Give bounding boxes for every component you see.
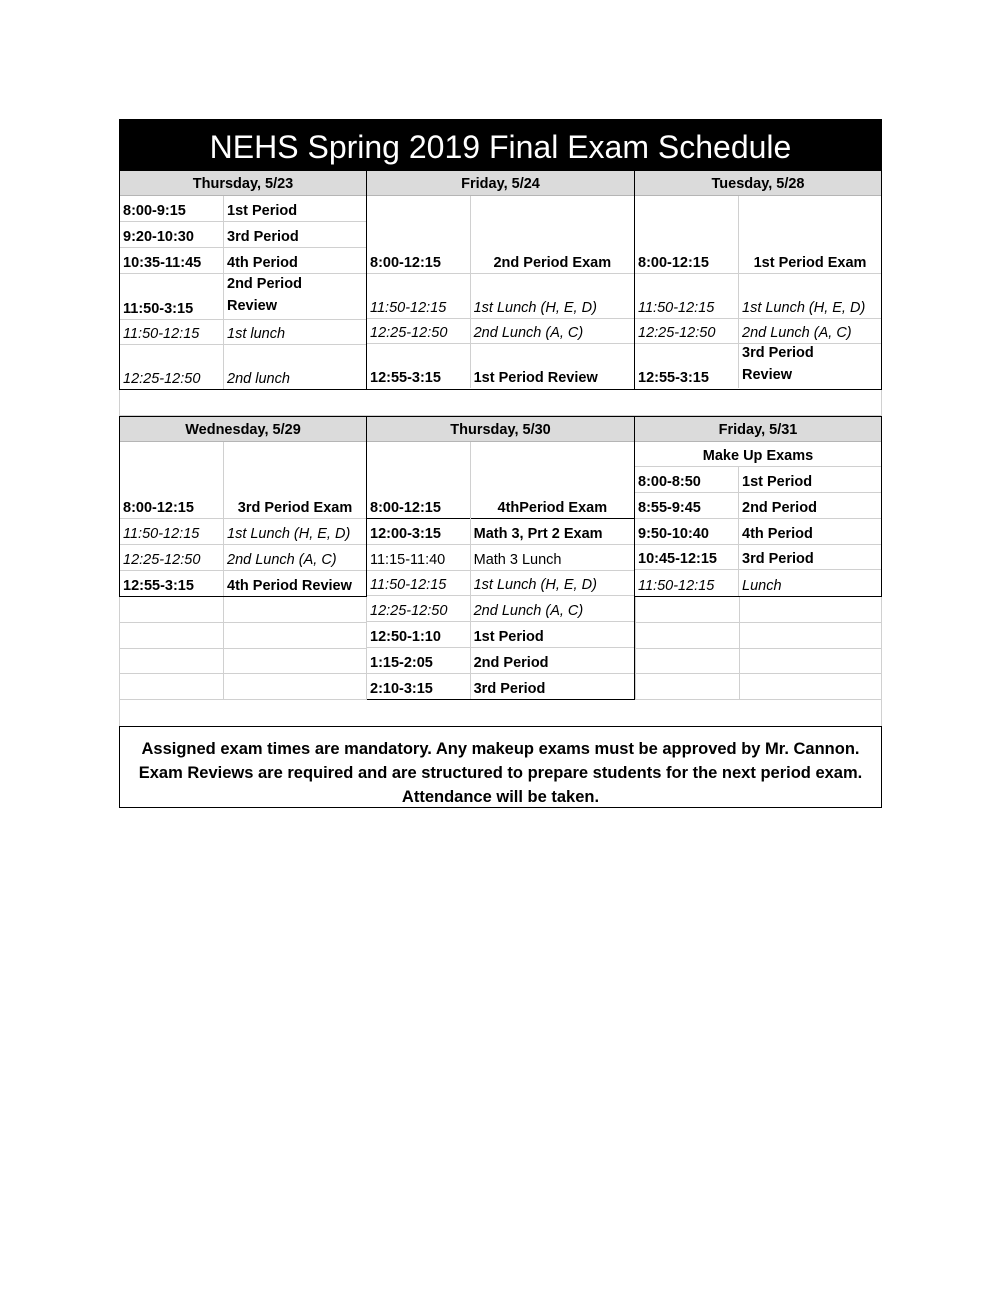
- day-friday-5-24: [367, 171, 635, 390]
- schedule-row: [635, 570, 881, 596]
- makeup-subheader: Make Up Exams: [702, 448, 814, 464]
- schedule-row: [120, 196, 366, 222]
- row-label: 1st Lunch (H, E, D): [742, 300, 866, 316]
- row-time: 11:50-12:15: [638, 300, 715, 316]
- row-label: Lunch: [742, 578, 782, 594]
- schedule-row: [120, 222, 366, 248]
- row-time: 11:50-12:15: [123, 326, 200, 342]
- day-header: Tuesday, 5/28: [635, 171, 881, 196]
- row-time: 12:00-3:15: [370, 526, 441, 542]
- exam-schedule-sheet: [119, 119, 882, 808]
- schedule-row: [635, 273, 881, 319]
- schedule-row: [120, 545, 366, 571]
- schedule-row: [120, 248, 366, 274]
- row-time: 8:00-8:50: [638, 474, 701, 490]
- schedule-row: [367, 545, 634, 571]
- note-line: Assigned exam times are mandatory. Any makeup exams must be approved by Mr. Cannon.: [141, 740, 860, 758]
- note-line: Attendance will be taken.: [401, 788, 600, 806]
- row-time: 11:15-11:40: [370, 552, 446, 568]
- schedule-row: [367, 571, 634, 596]
- schedule-row: [635, 467, 881, 493]
- row-time: 11:50-12:15: [370, 577, 447, 593]
- row-time: 9:20-10:30: [123, 229, 194, 245]
- row-label: 1st Lunch (H, E, D): [473, 577, 597, 593]
- schedule-row: [120, 274, 366, 320]
- week-spacer: [119, 390, 882, 416]
- row-label: 4th Period: [227, 255, 298, 271]
- row-label: 1st Period: [742, 474, 813, 490]
- schedule-row: [120, 345, 366, 389]
- schedule-row: [367, 319, 634, 344]
- row-label: 2nd lunch: [227, 371, 290, 387]
- exam-label: 4thPeriod Exam: [497, 500, 608, 516]
- row-label: 2nd Period: [473, 655, 549, 671]
- exam-label: 1st Period Exam: [753, 255, 867, 271]
- bottom-spacer: [119, 700, 882, 726]
- day-header: Friday, 5/31: [635, 417, 881, 442]
- schedule-row: [120, 320, 366, 345]
- row-time: 10:45-12:15: [638, 551, 717, 567]
- row-time: 12:55-3:15: [123, 578, 194, 594]
- row-label: Math 3, Prt 2 Exam: [473, 526, 603, 542]
- row-label: 2nd Lunch (A, C): [473, 603, 584, 619]
- row-label: 3rd Period Review: [742, 345, 814, 383]
- day-thursday-5-23: [119, 171, 367, 390]
- schedule-row: [367, 344, 634, 388]
- row-time: 11:50-3:15: [123, 301, 194, 317]
- schedule-row: [120, 519, 366, 545]
- exam-time: 8:00-12:15: [370, 500, 441, 516]
- row-label: 4th Period Review: [227, 578, 352, 594]
- day-tuesday-5-28: [635, 171, 882, 390]
- schedule-row: [635, 319, 881, 344]
- row-time: 12:25-12:50: [638, 325, 716, 341]
- row-label: 3rd Period: [227, 229, 299, 245]
- row-label: 2nd Period Review: [227, 276, 302, 314]
- attendance-note: [119, 726, 882, 808]
- row-label: 1st Period: [227, 203, 298, 219]
- row-label: 1st Period: [473, 629, 544, 645]
- row-label: 1st lunch: [227, 326, 286, 342]
- row-time: 1:15-2:05: [370, 655, 433, 671]
- row-label: 2nd Lunch (A, C): [473, 325, 584, 341]
- row-time: 12:25-12:50: [370, 603, 448, 619]
- row-time: 8:00-9:15: [123, 203, 186, 219]
- row-time: 9:50-10:40: [638, 526, 709, 542]
- schedule-row: [367, 596, 634, 622]
- exam-time: 8:00-12:15: [123, 500, 194, 516]
- row-time: 12:50-1:10: [370, 629, 441, 645]
- row-label: 2nd Lunch (A, C): [742, 325, 852, 341]
- row-time: 12:55-3:15: [638, 370, 709, 386]
- exam-time: 8:00-12:15: [370, 255, 441, 271]
- row-time: 10:35-11:45: [123, 255, 202, 271]
- day-header: Thursday, 5/23: [120, 171, 366, 196]
- schedule-row: [635, 493, 881, 519]
- row-time: 11:50-12:15: [638, 578, 715, 594]
- schedule-row: [635, 344, 881, 388]
- row-label: 2nd Period: [742, 500, 817, 516]
- row-label: Math 3 Lunch: [473, 552, 562, 568]
- week2-band: [119, 416, 882, 700]
- row-time: 8:55-9:45: [638, 500, 701, 516]
- schedule-row: [367, 519, 634, 545]
- schedule-row: [635, 545, 881, 570]
- row-time: 12:55-3:15: [370, 370, 441, 386]
- day-header: Thursday, 5/30: [367, 417, 634, 442]
- schedule-row: [120, 442, 366, 519]
- note-line: Exam Reviews are required and are structured to prepare students for the next period exam.: [138, 764, 863, 782]
- row-time: 12:25-12:50: [123, 371, 201, 387]
- schedule-row: [367, 196, 634, 274]
- schedule-title: NEHS Spring 2019 Final Exam Schedule: [119, 119, 882, 171]
- row-time: 12:25-12:50: [123, 552, 201, 568]
- row-label: 1st Lunch (H, E, D): [473, 300, 597, 316]
- row-time: 11:50-12:15: [123, 526, 200, 542]
- row-label: 2nd Lunch (A, C): [227, 552, 337, 568]
- row-label: 1st Period Review: [473, 370, 598, 386]
- day-thursday-5-30: [367, 416, 635, 700]
- row-time: 11:50-12:15: [370, 300, 447, 316]
- schedule-row: [367, 442, 634, 519]
- row-label: 1st Lunch (H, E, D): [227, 526, 351, 542]
- schedule-row: [367, 674, 634, 699]
- exam-label: 2nd Period Exam: [493, 255, 612, 271]
- row-label: 4th Period: [742, 526, 813, 542]
- schedule-row: [635, 196, 881, 274]
- day-wednesday-5-29: [119, 416, 367, 597]
- exam-label: 3rd Period Exam: [237, 500, 353, 516]
- makeup-subheader-row: [635, 442, 881, 467]
- row-label: 3rd Period: [473, 681, 546, 697]
- schedule-row: [120, 571, 366, 596]
- exam-time: 8:00-12:15: [638, 255, 709, 271]
- schedule-row: [635, 519, 881, 545]
- row-time: 2:10-3:15: [370, 681, 433, 697]
- day-header: Wednesday, 5/29: [120, 417, 366, 442]
- row-label: 3rd Period: [742, 551, 814, 567]
- week1-band: [119, 171, 882, 390]
- day-friday-5-31: [635, 416, 882, 597]
- row-time: 12:25-12:50: [370, 325, 448, 341]
- schedule-row: [367, 273, 634, 319]
- schedule-row: [367, 648, 634, 674]
- day-header: Friday, 5/24: [367, 171, 634, 196]
- schedule-row: [367, 622, 634, 648]
